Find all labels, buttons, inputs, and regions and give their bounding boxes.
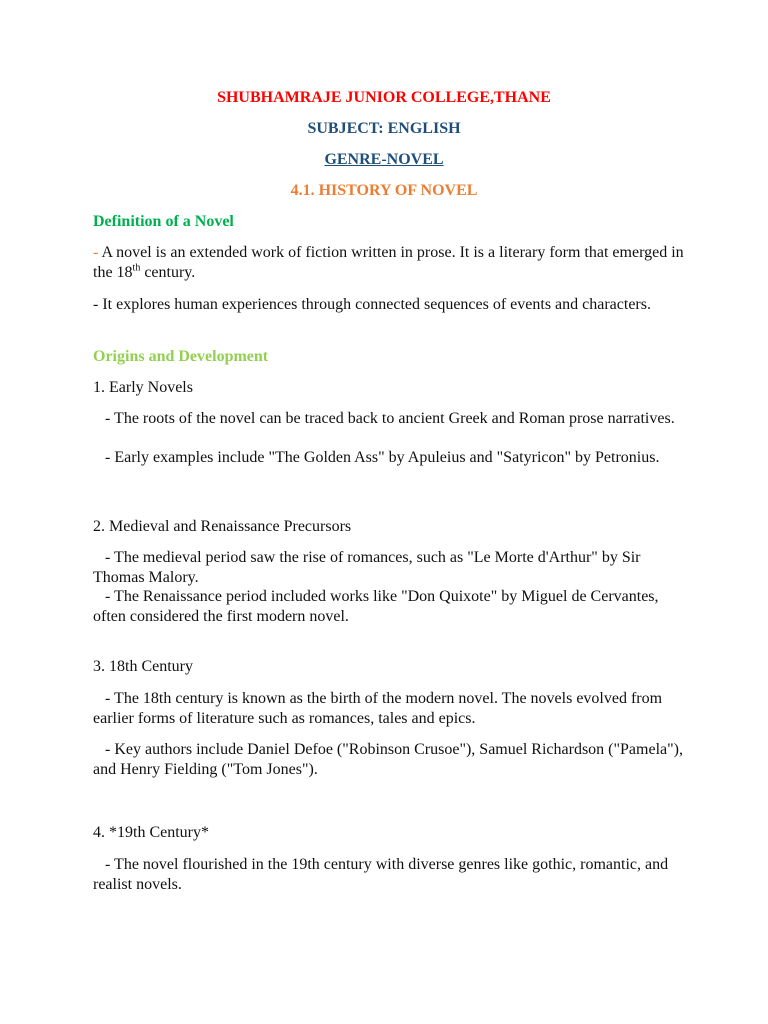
definition-paragraph-1 (93, 243, 688, 283)
section-3-line-1: - The 18th century is known as the birth of the modern novel. The novels evolved from earlier forms of literature such as romances, tales and epics. (93, 690, 667, 727)
definition-text-b: century. (140, 264, 196, 281)
section-1-title: 1. Early Novels (93, 379, 193, 396)
definition-heading: Definition of a Novel (93, 213, 234, 230)
definition-paragraph-2: - It explores human experiences through connected sequences of events and characters. (93, 296, 651, 313)
section-2-title: 2. Medieval and Renaissance Precursors (93, 518, 352, 535)
section-1-line-2: - Early examples include "The Golden Ass" by Apuleius and "Satyricon" by Petronius. (93, 449, 660, 466)
section-1-line-1: - The roots of the novel can be traced back to ancient Greek and Roman prose narratives. (93, 410, 675, 427)
section-3-line-2: - Key authors include Daniel Defoe ("Robinson Crusoe"), Samuel Richardson ("Pamela"), and Henry Fielding ("Tom Jones"). (93, 741, 687, 778)
section-3-title: 3. 18th Century (93, 658, 193, 675)
section-2-line-1: - The medieval period saw the rise of romances, such as "Le Morte d'Arthur" by Sir Thomas Malory. (93, 549, 645, 586)
section-4-line-1: - The novel flourished in the 19th century with diverse genres like gothic, romantic, and realist novels. (93, 856, 673, 893)
genre-heading: GENRE-NOVEL (324, 151, 444, 168)
definition-superscript: th (132, 262, 141, 274)
history-heading: 4.1. HISTORY OF NOVEL (290, 182, 478, 199)
origins-heading: Origins and Development (93, 348, 269, 365)
definition-dash: - (93, 244, 99, 261)
subject-heading: SUBJECT: ENGLISH (307, 120, 461, 137)
section-4-title: 4. *19th Century* (93, 824, 209, 841)
section-2-line-2: - The Renaissance period included works like "Don Quixote" by Miguel de Cervantes, often considered the first modern novel. (93, 588, 663, 625)
college-title: SHUBHAMRAJE JUNIOR COLLEGE,THANE (217, 89, 551, 106)
definition-text-a: A novel is an extended work of fiction written in prose. It is a literary form that emerged in the 18 (93, 244, 688, 281)
